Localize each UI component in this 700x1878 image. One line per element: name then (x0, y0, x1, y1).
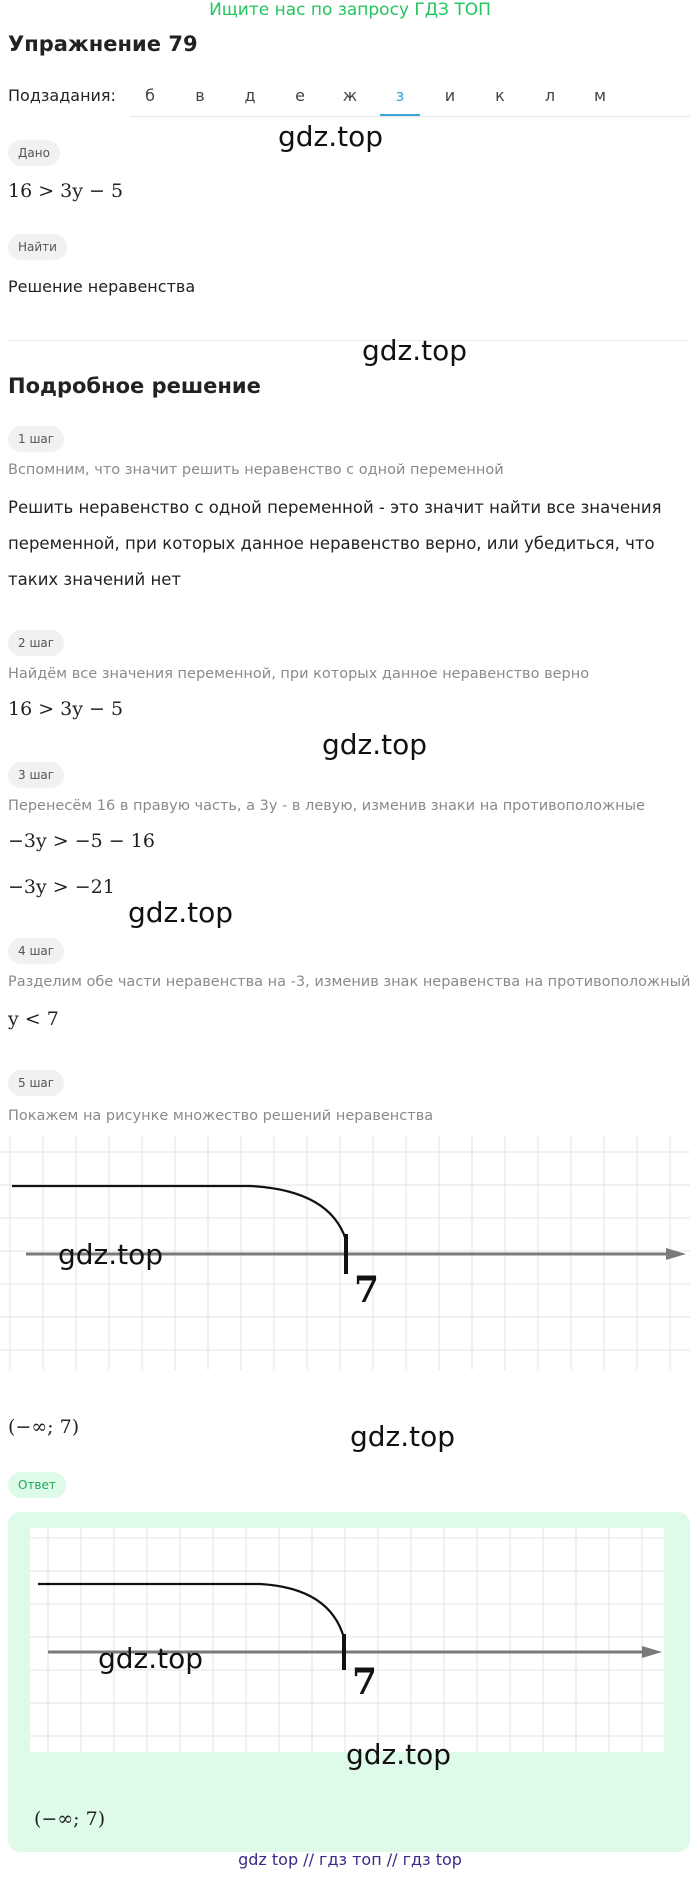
find-text: Решение неравенства (8, 277, 196, 296)
answer-point-label: 7 (352, 1661, 378, 1703)
tab-v[interactable]: в (195, 86, 205, 105)
solution-title: Подробное решение (8, 374, 261, 398)
answer-figure-background (30, 1528, 664, 1752)
step-4-hint: Разделим обе части неравенства на -3, изменив знак неравенства на противоположный (8, 974, 691, 990)
given-pill: Дано (8, 140, 60, 166)
footer-links[interactable]: gdz top // гдз топ // гдз top (238, 1850, 462, 1869)
step-3-hint: Перенесём 16 в правую часть, а 3y - в левую, изменив знаки на противоположные (8, 798, 645, 814)
tab-k[interactable]: к (495, 86, 505, 105)
step-2-hint: Найдём все значения переменной, при которых данное неравенство верно (8, 666, 590, 682)
axis-arrow-icon (666, 1248, 686, 1260)
answer-result: (−∞; 7) (34, 1808, 106, 1830)
watermark: gdz.top (128, 896, 234, 929)
watermark: gdz.top (98, 1642, 204, 1675)
point-label: 7 (354, 1269, 380, 1311)
step-1-line: Решить неравенство с одной переменной - это значит найти все значения (8, 498, 662, 517)
top-banner[interactable]: Ищите нас по запросу ГДЗ ТОП (209, 0, 491, 20)
step-2-pill: 2 шаг (8, 630, 64, 656)
tab-zh[interactable]: ж (342, 86, 358, 105)
page-title: Упражнение 79 (8, 32, 198, 56)
step-3-expression-2: −3y > −21 (8, 876, 115, 898)
tab-l[interactable]: л (544, 86, 556, 105)
step-1-line: переменной, при которых данное неравенство верно, или убедиться, что (8, 534, 655, 553)
tab-i[interactable]: и (444, 86, 456, 105)
step-1-line: таких значений нет (8, 570, 182, 589)
step-5-pill: 5 шаг (8, 1070, 64, 1096)
section-divider (8, 340, 688, 341)
step-3-expression-1: −3y > −5 − 16 (8, 830, 155, 852)
given-expression: 16 > 3y − 5 (8, 180, 124, 202)
tab-b[interactable]: б (145, 86, 155, 105)
watermark: gdz.top (350, 1420, 456, 1453)
tab-e[interactable]: е (295, 86, 305, 105)
solution-arc (12, 1186, 346, 1240)
watermark: gdz.top (362, 334, 468, 367)
find-pill: Найти (8, 234, 67, 260)
watermark: gdz.top (346, 1738, 452, 1771)
tab-d[interactable]: д (244, 86, 256, 105)
step-4-pill: 4 шаг (8, 938, 64, 964)
tabs-divider (130, 116, 690, 117)
watermark: gdz.top (322, 728, 428, 761)
step-4-expression: y < 7 (8, 1008, 59, 1030)
step-5-hint: Покажем на рисунке множество решений неравенства (8, 1108, 434, 1124)
tab-m[interactable]: м (593, 86, 607, 105)
watermark: gdz.top (58, 1238, 164, 1271)
watermark: gdz.top (278, 120, 384, 153)
step-1-pill: 1 шаг (8, 426, 64, 452)
tab-z[interactable]: з (380, 76, 420, 116)
step-5-result: (−∞; 7) (8, 1416, 80, 1438)
step-2-expression: 16 > 3y − 5 (8, 698, 124, 720)
subtasks-label: Подзадания: (8, 86, 116, 105)
subtasks-tabs (130, 76, 690, 116)
answer-pill: Ответ (8, 1472, 66, 1498)
step-1-text (8, 490, 688, 598)
step-1-hint: Вспомним, что значит решить неравенство с одной переменной (8, 462, 504, 478)
step-3-pill: 3 шаг (8, 762, 64, 788)
